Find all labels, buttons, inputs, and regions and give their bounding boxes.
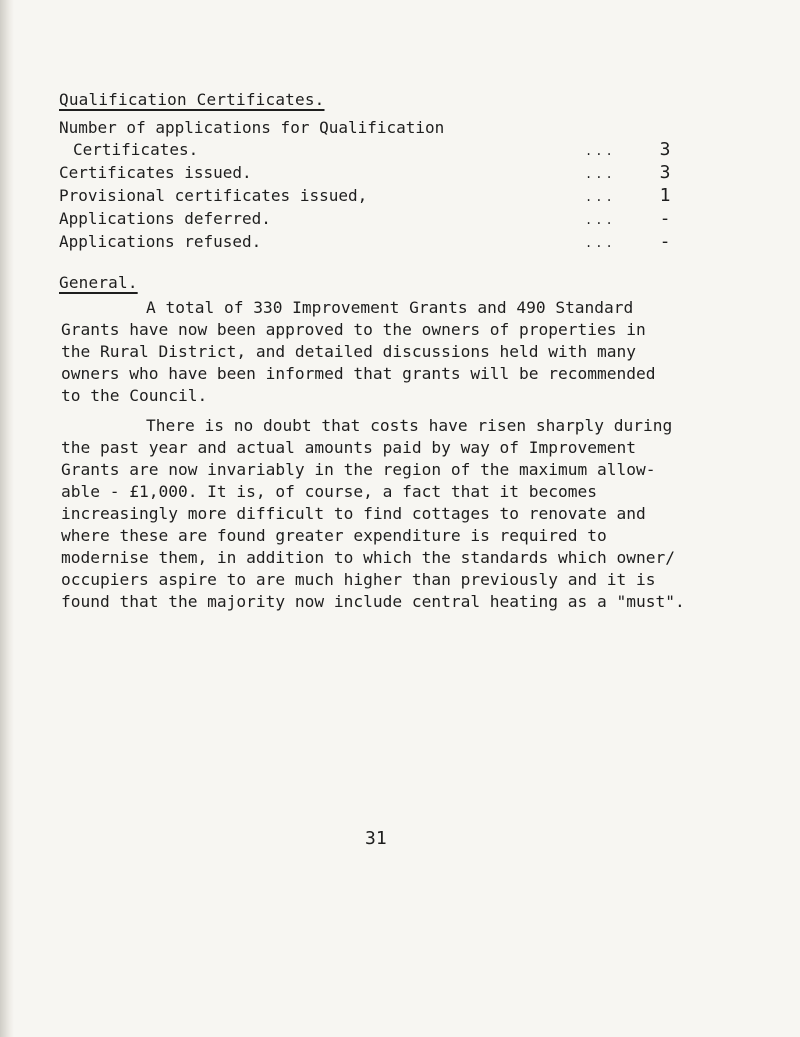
paragraph-line: Grants are now invariably in the region of the maximum allow- bbox=[61, 460, 656, 479]
paragraph-line: where these are found greater expenditure is required to bbox=[61, 526, 607, 545]
page-number: 31 bbox=[365, 828, 387, 849]
row-dots: ... bbox=[585, 236, 616, 250]
row-label-issued: Certificates issued. bbox=[59, 163, 252, 182]
row-value-provisional: 1 bbox=[659, 185, 671, 206]
row-label-refused: Applications refused. bbox=[59, 232, 262, 251]
row-value-applications: 3 bbox=[659, 139, 671, 160]
row-label-deferred: Applications deferred. bbox=[59, 209, 271, 228]
paragraph-line: the past year and actual amounts paid by way of Improvement bbox=[61, 438, 636, 457]
row-dots: ... bbox=[585, 190, 616, 204]
paragraph-line: increasingly more difficult to find cottages to renovate and bbox=[61, 504, 646, 523]
row-label-applications-line1: Number of applications for Qualification bbox=[59, 118, 445, 137]
paragraph-line: A total of 330 Improvement Grants and 490 Standard bbox=[146, 298, 634, 317]
paragraph-line: to the Council. bbox=[61, 386, 208, 405]
paragraph-line: There is no doubt that costs have risen sharply during bbox=[146, 416, 673, 435]
qualification-heading: Qualification Certificates. bbox=[59, 90, 325, 109]
paragraph-line: owners who have been informed that grants will be recommended bbox=[61, 364, 656, 383]
row-dots: ... bbox=[585, 144, 616, 158]
paragraph-line: Grants have now been approved to the owners of properties in bbox=[61, 320, 646, 339]
paragraph-line: the Rural District, and detailed discussions held with many bbox=[61, 342, 636, 361]
row-dots: ... bbox=[585, 167, 616, 181]
row-value-refused: - bbox=[659, 231, 671, 252]
paragraph-line: modernise them, in addition to which the standards which owner/ bbox=[61, 548, 675, 567]
paragraph-line: found that the majority now include central heating as a "must". bbox=[61, 592, 685, 611]
paragraph-line: able - £1,000. It is, of course, a fact that it becomes bbox=[61, 482, 598, 501]
row-label-provisional: Provisional certificates issued, bbox=[59, 186, 368, 205]
row-value-deferred: - bbox=[659, 208, 671, 229]
paragraph-line: occupiers aspire to are much higher than previously and it is bbox=[61, 570, 656, 589]
row-label-applications-line2: Certificates. bbox=[73, 140, 199, 159]
row-value-issued: 3 bbox=[659, 162, 671, 183]
general-heading: General. bbox=[59, 273, 138, 292]
row-dots: ... bbox=[585, 213, 616, 227]
